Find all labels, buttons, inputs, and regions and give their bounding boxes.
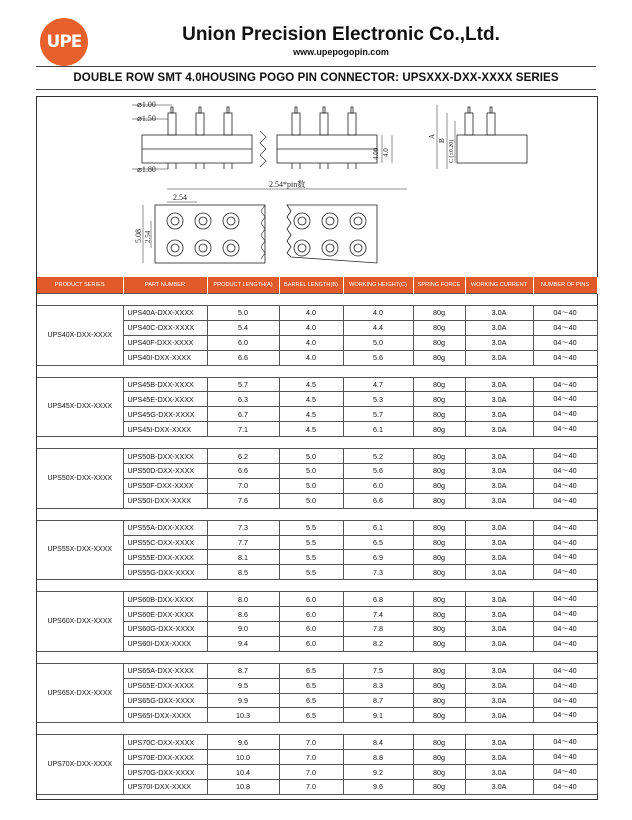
part-number-cell: UPS45G-DXX-XXXX: [123, 407, 207, 422]
table-cell: 9.4: [207, 636, 279, 651]
table-cell: 8.2: [343, 636, 413, 651]
table-cell: 04～40: [533, 306, 597, 321]
group-spacer-cell: [37, 508, 597, 520]
table-cell: 04～40: [533, 392, 597, 407]
table-cell: 04～40: [533, 708, 597, 723]
table-row: [37, 520, 597, 535]
table-cell: 80g: [413, 335, 465, 350]
table-cell: 5.5: [279, 565, 343, 580]
col-header-spring-force: SPRING FORCE: [413, 277, 465, 294]
table-cell: 7.0: [279, 765, 343, 780]
table-cell: 7.0: [279, 780, 343, 795]
table-cell: 6.9: [343, 550, 413, 565]
table-cell: 04～40: [533, 636, 597, 651]
spec-table: [37, 277, 598, 795]
table-cell: 6.5: [279, 663, 343, 678]
group-spacer: [37, 365, 597, 377]
table-cell: 04～40: [533, 520, 597, 535]
table-cell: 3.0A: [465, 320, 533, 335]
table-cell: 04～40: [533, 449, 597, 464]
table-cell: 4.5: [279, 422, 343, 437]
table-cell: 9.6: [207, 735, 279, 750]
table-cell: 3.0A: [465, 663, 533, 678]
table-cell: 7.3: [343, 565, 413, 580]
table-cell: 6.5: [279, 693, 343, 708]
table-cell: 8.3: [343, 678, 413, 693]
table-cell: 3.0A: [465, 478, 533, 493]
dim-a-label: A: [428, 133, 436, 139]
table-cell: 5.5: [279, 550, 343, 565]
table-cell: 3.0A: [465, 306, 533, 321]
table-cell: 3.0A: [465, 565, 533, 580]
table-cell: 6.6: [207, 350, 279, 365]
total-length-label: 2.54*pin数: [269, 180, 306, 189]
table-cell: 7.7: [207, 535, 279, 550]
table-cell: 10.8: [207, 780, 279, 795]
table-cell: 6.0: [279, 607, 343, 622]
table-cell: 04～40: [533, 622, 597, 637]
table-cell: 8.5: [207, 565, 279, 580]
col-header-product-length: PRODUCT LENGTH(A): [207, 277, 279, 294]
table-cell: 3.0A: [465, 464, 533, 479]
table-cell: 3.0A: [465, 392, 533, 407]
table-cell: 6.0: [279, 592, 343, 607]
row-pitch-label: 2.54: [144, 230, 152, 243]
table-cell: 6.0: [207, 335, 279, 350]
table-cell: 3.0A: [465, 693, 533, 708]
col-header-part-number: PART NUMBER: [123, 277, 207, 294]
document-header: [0, 0, 632, 66]
table-cell: 5.6: [343, 350, 413, 365]
table-cell: 6.1: [343, 520, 413, 535]
table-cell: 04～40: [533, 565, 597, 580]
table-cell: 80g: [413, 493, 465, 508]
table-cell: 80g: [413, 565, 465, 580]
table-cell: 6.2: [207, 449, 279, 464]
part-number-cell: UPS65I-DXX-XXXX: [123, 708, 207, 723]
pitch-label: 2.54: [173, 193, 187, 202]
table-cell: 7.1: [207, 422, 279, 437]
table-cell: 5.4: [207, 320, 279, 335]
part-number-cell: UPS40A-DXX-XXXX: [123, 306, 207, 321]
table-cell: 3.0A: [465, 335, 533, 350]
table-cell: 6.3: [207, 392, 279, 407]
table-cell: 04～40: [533, 493, 597, 508]
table-cell: 4.5: [279, 377, 343, 392]
table-cell: 7.0: [279, 735, 343, 750]
part-number-cell: UPS55E-DXX-XXXX: [123, 550, 207, 565]
dim-400-label: 4.00: [372, 147, 380, 160]
table-cell: 80g: [413, 407, 465, 422]
table-cell: 3.0A: [465, 407, 533, 422]
part-number-cell: UPS45E-DXX-XXXX: [123, 392, 207, 407]
table-cell: 3.0A: [465, 780, 533, 795]
part-number-cell: UPS55C-DXX-XXXX: [123, 535, 207, 550]
table-cell: 5.0: [279, 449, 343, 464]
part-number-cell: UPS45I-DXX-XXXX: [123, 422, 207, 437]
group-spacer-cell: [37, 365, 597, 377]
part-number-cell: UPS60E-DXX-XXXX: [123, 607, 207, 622]
table-cell: 5.3: [343, 392, 413, 407]
table-cell: 7.5: [343, 663, 413, 678]
dim-40-label: 4.0: [382, 148, 390, 157]
table-cell: 8.0: [207, 592, 279, 607]
part-number-cell: UPS70G-DXX-XXXX: [123, 765, 207, 780]
part-number-cell: UPS60B-DXX-XXXX: [123, 592, 207, 607]
row-spacing-label: 5.08: [134, 229, 143, 243]
document-title: DOUBLE ROW SMT 4.0HOUSING POGO PIN CONNECTOR: UPSXXX-DXX-XXXX SERIES: [73, 72, 559, 84]
part-number-cell: UPS50D-DXX-XXXX: [123, 464, 207, 479]
series-cell: UPS50X-DXX-XXXX: [37, 449, 123, 509]
part-number-cell: UPS55G-DXX-XXXX: [123, 565, 207, 580]
table-cell: 5.6: [343, 464, 413, 479]
group-spacer: [37, 294, 597, 306]
table-cell: 10.3: [207, 708, 279, 723]
table-cell: 80g: [413, 377, 465, 392]
table-cell: 7.6: [207, 493, 279, 508]
table-cell: 6.5: [279, 678, 343, 693]
group-spacer: [37, 723, 597, 735]
table-cell: 3.0A: [465, 377, 533, 392]
table-cell: 7.0: [207, 478, 279, 493]
part-number-cell: UPS50F-DXX-XXXX: [123, 478, 207, 493]
table-cell: 04～40: [533, 464, 597, 479]
table-cell: 80g: [413, 607, 465, 622]
table-cell: 80g: [413, 693, 465, 708]
table-cell: 4.7: [343, 377, 413, 392]
dim-b-label: B: [438, 138, 446, 143]
table-cell: 3.0A: [465, 350, 533, 365]
table-cell: 3.0A: [465, 550, 533, 565]
table-row: [37, 735, 597, 750]
table-cell: 04～40: [533, 678, 597, 693]
table-cell: 6.5: [343, 535, 413, 550]
table-cell: 04～40: [533, 407, 597, 422]
table-cell: 9.6: [343, 780, 413, 795]
table-cell: 80g: [413, 708, 465, 723]
group-spacer-cell: [37, 294, 597, 306]
table-cell: 4.0: [343, 306, 413, 321]
table-cell: 8.6: [207, 607, 279, 622]
part-number-cell: UPS60I-DXX-XXXX: [123, 636, 207, 651]
table-cell: 3.0A: [465, 520, 533, 535]
table-cell: 04～40: [533, 478, 597, 493]
dia-100-label: ⌀1.00: [137, 100, 156, 109]
series-cell: UPS60X-DXX-XXXX: [37, 592, 123, 652]
table-row: [37, 663, 597, 678]
table-cell: 80g: [413, 464, 465, 479]
table-cell: 8.1: [207, 550, 279, 565]
table-cell: 04～40: [533, 335, 597, 350]
table-cell: 9.5: [207, 678, 279, 693]
table-cell: 04～40: [533, 765, 597, 780]
table-cell: 6.6: [207, 464, 279, 479]
part-number-cell: UPS45B-DXX-XXXX: [123, 377, 207, 392]
col-header-number-of-pins: NUMBER OF PINS: [533, 277, 597, 294]
table-cell: 3.0A: [465, 422, 533, 437]
table-cell: 4.0: [279, 306, 343, 321]
table-cell: 80g: [413, 622, 465, 637]
table-cell: 10.4: [207, 765, 279, 780]
table-cell: 4.0: [279, 320, 343, 335]
series-cell: UPS65X-DXX-XXXX: [37, 663, 123, 723]
technical-drawing: [37, 97, 597, 277]
dia-150-label: ⌀1.50: [137, 114, 156, 123]
series-cell: UPS70X-DXX-XXXX: [37, 735, 123, 795]
table-cell: 8.7: [207, 663, 279, 678]
table-cell: 80g: [413, 735, 465, 750]
part-number-cell: UPS40F-DXX-XXXX: [123, 335, 207, 350]
part-number-cell: UPS55A-DXX-XXXX: [123, 520, 207, 535]
table-cell: 80g: [413, 449, 465, 464]
table-cell: 9.0: [207, 622, 279, 637]
website-url: www.upepogopin.com: [293, 47, 389, 57]
col-header-working-height: WORKING HEIGHT(C): [343, 277, 413, 294]
table-cell: 04～40: [533, 422, 597, 437]
title-divider: [36, 89, 596, 90]
part-number-cell: UPS65G-DXX-XXXX: [123, 693, 207, 708]
part-number-cell: UPS70I-DXX-XXXX: [123, 780, 207, 795]
part-number-cell: UPS40I-DXX-XXXX: [123, 350, 207, 365]
table-cell: 10.0: [207, 750, 279, 765]
table-cell: 7.0: [279, 750, 343, 765]
table-cell: 8.7: [343, 693, 413, 708]
table-header-row: [37, 277, 597, 294]
table-cell: 80g: [413, 478, 465, 493]
logo-text: UPE: [46, 32, 82, 52]
table-cell: 80g: [413, 520, 465, 535]
table-cell: 5.0: [279, 464, 343, 479]
table-cell: 6.1: [343, 422, 413, 437]
group-spacer-cell: [37, 580, 597, 592]
table-cell: 9.2: [343, 765, 413, 780]
table-cell: 04～40: [533, 550, 597, 565]
table-cell: 80g: [413, 550, 465, 565]
break-line: [260, 131, 266, 167]
table-cell: 5.0: [279, 478, 343, 493]
table-row: [37, 377, 597, 392]
table-cell: 5.2: [343, 449, 413, 464]
group-spacer: [37, 437, 597, 449]
series-cell: UPS55X-DXX-XXXX: [37, 520, 123, 580]
table-cell: 6.8: [343, 592, 413, 607]
header-divider: [36, 66, 596, 67]
table-cell: 80g: [413, 678, 465, 693]
table-cell: 6.7: [207, 407, 279, 422]
table-cell: 3.0A: [465, 622, 533, 637]
table-cell: 4.5: [279, 392, 343, 407]
table-cell: 7.4: [343, 607, 413, 622]
table-cell: 7.3: [207, 520, 279, 535]
table-cell: 3.0A: [465, 592, 533, 607]
table-cell: 80g: [413, 422, 465, 437]
table-cell: 04～40: [533, 592, 597, 607]
table-cell: 04～40: [533, 693, 597, 708]
table-cell: 80g: [413, 592, 465, 607]
table-cell: 04～40: [533, 535, 597, 550]
part-number-cell: UPS60G-DXX-XXXX: [123, 622, 207, 637]
table-cell: 80g: [413, 663, 465, 678]
table-cell: 4.4: [343, 320, 413, 335]
table-cell: 5.5: [279, 535, 343, 550]
table-cell: 80g: [413, 320, 465, 335]
table-cell: 04～40: [533, 320, 597, 335]
table-cell: 8.8: [343, 750, 413, 765]
group-spacer: [37, 580, 597, 592]
part-number-cell: UPS50B-DXX-XXXX: [123, 449, 207, 464]
table-cell: 80g: [413, 535, 465, 550]
table-cell: 80g: [413, 306, 465, 321]
table-cell: 80g: [413, 750, 465, 765]
table-cell: 5.0: [343, 335, 413, 350]
dia-180-label: ⌀1.80: [137, 165, 156, 174]
part-number-cell: UPS65A-DXX-XXXX: [123, 663, 207, 678]
col-header-product-series: PRODUCT SERIES: [37, 277, 123, 294]
table-cell: 3.0A: [465, 493, 533, 508]
table-cell: 7.8: [343, 622, 413, 637]
table-cell: 80g: [413, 765, 465, 780]
table-cell: 3.0A: [465, 750, 533, 765]
table-cell: 5.0: [279, 493, 343, 508]
table-cell: 04～40: [533, 350, 597, 365]
table-cell: 3.0A: [465, 735, 533, 750]
table-cell: 9.9: [207, 693, 279, 708]
table-cell: 80g: [413, 636, 465, 651]
table-row: [37, 592, 597, 607]
part-number-cell: UPS50I-DXX-XXXX: [123, 493, 207, 508]
table-cell: 04～40: [533, 663, 597, 678]
table-cell: 5.7: [207, 377, 279, 392]
table-cell: 4.5: [279, 407, 343, 422]
table-cell: 6.0: [343, 478, 413, 493]
table-cell: 5.5: [279, 520, 343, 535]
dim-c-label: C (±0.20): [449, 139, 455, 163]
group-spacer-cell: [37, 723, 597, 735]
group-spacer-cell: [37, 437, 597, 449]
company-name: Union Precision Electronic Co.,Ltd.: [182, 24, 500, 45]
table-cell: 6.5: [279, 708, 343, 723]
table-row: [37, 449, 597, 464]
table-cell: 04～40: [533, 735, 597, 750]
col-header-barrel-length: BARREL LENGTH(B): [279, 277, 343, 294]
table-cell: 80g: [413, 780, 465, 795]
table-cell: 80g: [413, 350, 465, 365]
top-view-right: [287, 205, 377, 263]
table-row: [37, 306, 597, 321]
part-number-cell: UPS70C-DXX-XXXX: [123, 735, 207, 750]
table-cell: 3.0A: [465, 535, 533, 550]
table-cell: 5.0: [207, 306, 279, 321]
table-cell: 3.0A: [465, 765, 533, 780]
top-view-left: [155, 205, 265, 263]
table-cell: 4.0: [279, 335, 343, 350]
group-spacer-cell: [37, 651, 597, 663]
col-header-working-current: WORKING CURRENT: [465, 277, 533, 294]
table-cell: 3.0A: [465, 708, 533, 723]
table-cell: 3.0A: [465, 636, 533, 651]
table-cell: 4.0: [279, 350, 343, 365]
table-cell: 6.0: [279, 636, 343, 651]
table-cell: 04～40: [533, 780, 597, 795]
table-cell: 3.0A: [465, 449, 533, 464]
part-number-cell: UPS65E-DXX-XXXX: [123, 678, 207, 693]
table-cell: 04～40: [533, 750, 597, 765]
series-cell: UPS40X-DXX-XXXX: [37, 306, 123, 366]
table-cell: 5.7: [343, 407, 413, 422]
table-cell: 6.6: [343, 493, 413, 508]
series-cell: UPS45X-DXX-XXXX: [37, 377, 123, 437]
table-cell: 3.0A: [465, 607, 533, 622]
table-cell: 80g: [413, 392, 465, 407]
table-cell: 9.1: [343, 708, 413, 723]
group-spacer: [37, 508, 597, 520]
table-cell: 3.0A: [465, 678, 533, 693]
group-spacer: [37, 651, 597, 663]
part-number-cell: UPS40C-DXX-XXXX: [123, 320, 207, 335]
table-cell: 6.0: [279, 622, 343, 637]
table-cell: 04～40: [533, 377, 597, 392]
table-cell: 04～40: [533, 607, 597, 622]
table-cell: 8.4: [343, 735, 413, 750]
part-number-cell: UPS70E-DXX-XXXX: [123, 750, 207, 765]
